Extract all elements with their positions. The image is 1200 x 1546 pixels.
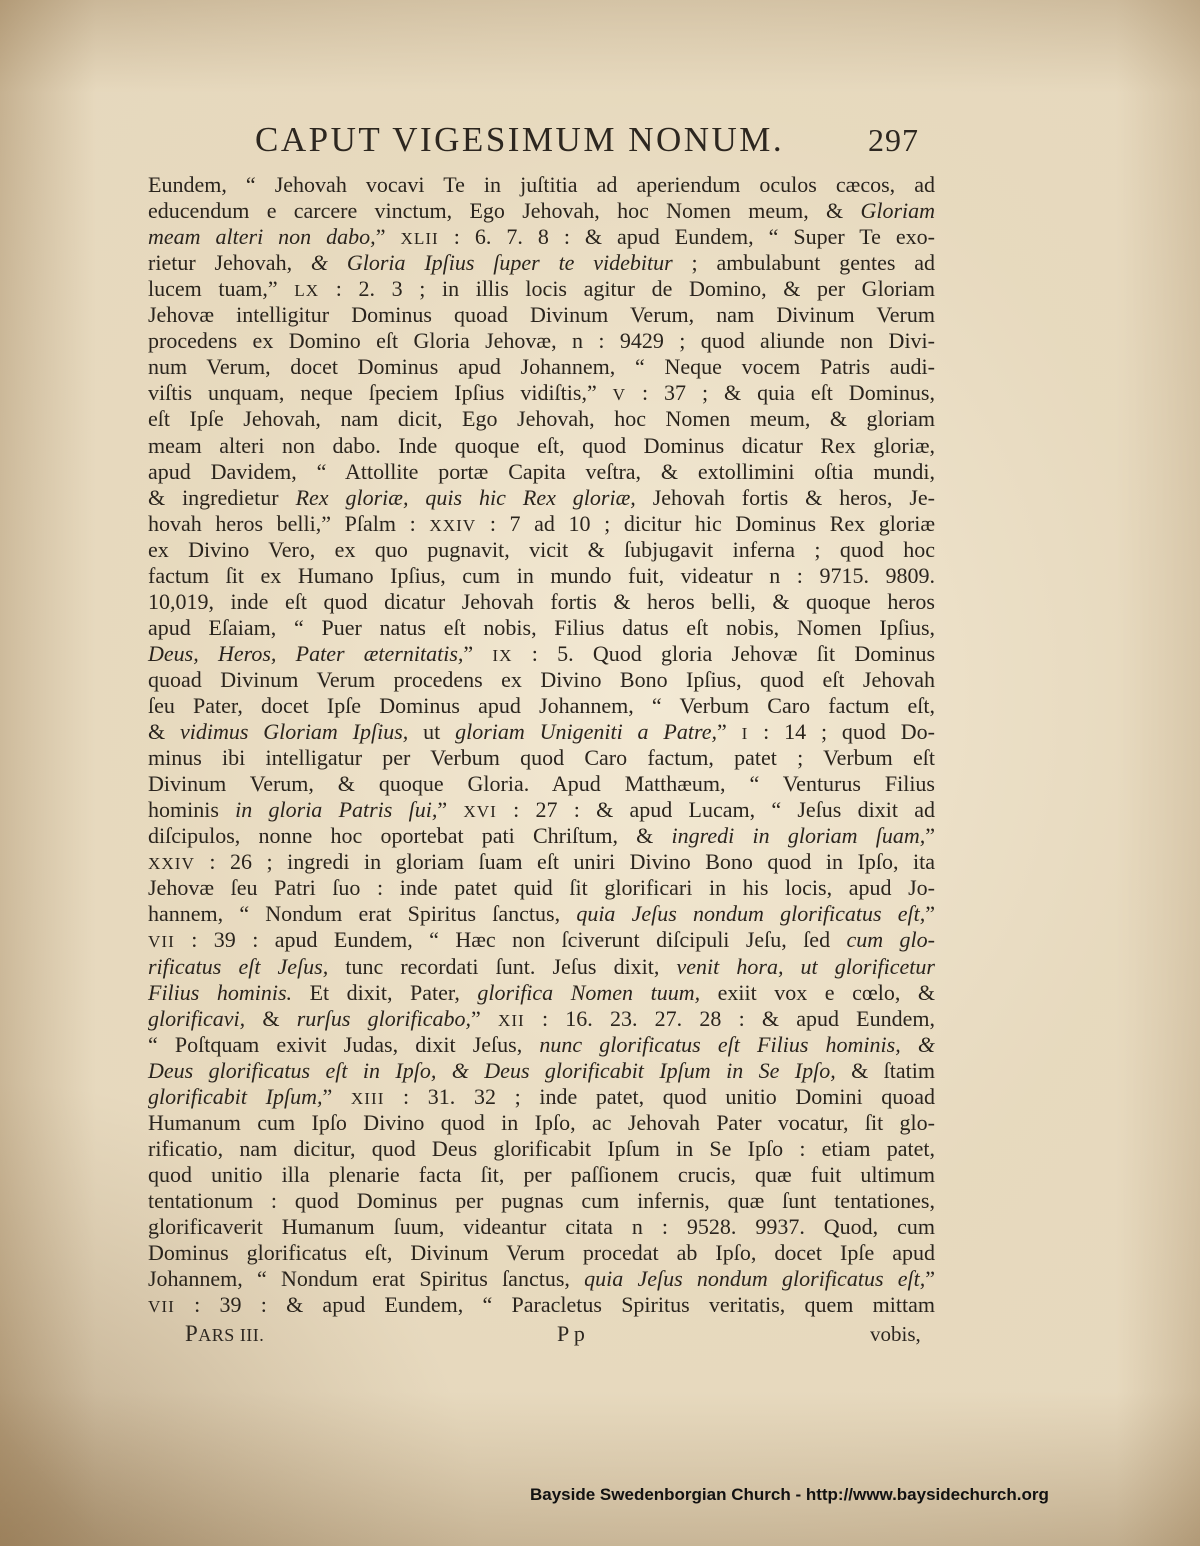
- roman-text: 10,019, inde eſt quod dicatur Jehovah fortis & heros belli, & quoque heros: [148, 588, 935, 614]
- roman-text: “ Poſtquam exivit Judas, dixit Jeſus,: [148, 1031, 540, 1057]
- italic-text: glorificavi,: [148, 1005, 246, 1031]
- catchword: vobis,: [870, 1322, 921, 1346]
- text-line-content: [148, 276, 935, 304]
- text-line: [148, 954, 935, 980]
- text-line: [148, 589, 935, 615]
- roman-text: : 27 : & apud Lucam, “ Jeſus dixit ad: [496, 797, 935, 823]
- italic-text: Deus glorificatus eſt in Ipſo, & Deus glorificabit Ipſum in Se Ipſo,: [148, 1057, 836, 1083]
- text-line-content: [148, 537, 935, 563]
- text-line: [148, 276, 935, 302]
- italic-text: gloriam Unigeniti a Patre,: [455, 719, 717, 745]
- roman-text: num Verum, docet Dominus apud Johannem, “ Neque vocem Patris audi-: [148, 354, 935, 380]
- text-line: [148, 797, 935, 823]
- roman-text: Et dixit, Pater,: [292, 979, 478, 1005]
- text-line-content: [148, 172, 935, 198]
- italic-text: Rex gloriæ, quis hic Rex gloriæ,: [295, 484, 636, 510]
- text-line: [148, 511, 935, 537]
- roman-text: quod unitio illa plenarie facta ſit, per paſſionem crucis, quæ fuit ultimum: [148, 1161, 935, 1187]
- text-line: [148, 667, 935, 693]
- text-line: [148, 198, 935, 224]
- small-caps-numeral: V: [612, 385, 627, 405]
- roman-text: & ſtatim: [835, 1057, 935, 1083]
- source-watermark: Bayside Swedenborgian Church - http://www.baysidechurch.org: [530, 1485, 1049, 1504]
- text-line: [148, 615, 935, 641]
- roman-text: apud Davidem, “ Attollite portæ Capita veſtra, & extollimini oſtia mundi,: [148, 458, 935, 484]
- text-line: [148, 1240, 935, 1266]
- roman-text: ”: [375, 224, 401, 250]
- text-line: [148, 537, 935, 563]
- text-line-content: [148, 719, 935, 747]
- text-line: [148, 641, 935, 667]
- text-line-content: [148, 980, 935, 1006]
- text-line: [148, 406, 935, 432]
- roman-text: tunc recordati ſunt. Jeſus dixit,: [328, 953, 677, 979]
- roman-text: Eundem, “ Jehovah vocavi Te in juſtitia ad aperiendum oculos cæcos, ad: [148, 172, 935, 197]
- roman-text: : 26 ; ingredi in gloriam ſuam eſt uniri Divino Bono quod in Ipſo, ita: [194, 849, 935, 875]
- italic-text: glorificabit Ipſum,: [148, 1083, 323, 1109]
- roman-text: tentationum : quod Dominus per pugnas cum infernis, quæ ſunt tentationes,: [148, 1187, 935, 1213]
- text-line: [148, 380, 935, 406]
- small-caps-numeral: XVI: [463, 802, 497, 822]
- roman-text: rificatio, nam dicitur, quod Deus glorificabit Ipſum in Se Ipſo : etiam patet,: [148, 1135, 935, 1161]
- text-line-content: [148, 328, 935, 354]
- text-line-content: [148, 641, 935, 669]
- roman-text: : 37 ; & quia eſt Dominus,: [626, 380, 935, 406]
- text-line-content: [148, 927, 935, 955]
- roman-text: hovah heros belli,” Pſalm :: [148, 510, 430, 536]
- roman-text: educendum e carcere vinctum, Ego Jehovah, hoc Nomen meum, &: [148, 198, 861, 224]
- text-line-content: [148, 797, 935, 825]
- text-line: [148, 980, 935, 1006]
- text-line: [148, 1292, 935, 1318]
- text-line-content: [148, 1006, 935, 1034]
- text-line: [148, 485, 935, 511]
- text-line-content: [148, 563, 935, 589]
- text-line: [148, 1162, 935, 1188]
- roman-text: procedens ex Domino eſt Gloria Jehovæ, n : 9429 ; quod aliunde non Divi-: [148, 328, 935, 354]
- text-line-content: [148, 693, 935, 719]
- text-line-content: [148, 459, 935, 485]
- text-line: [148, 693, 935, 719]
- text-line: [148, 1006, 935, 1032]
- text-line-content: [148, 1188, 935, 1214]
- text-line-content: [148, 849, 935, 877]
- text-line: [148, 172, 935, 198]
- text-line-content: [148, 511, 935, 539]
- italic-text: quia Jeſus nondum glorificatus eſt,: [584, 1266, 926, 1292]
- roman-text: diſcipulos, nonne hoc oportebat pati Chriſtum, &: [148, 823, 672, 849]
- text-line-content: [148, 771, 935, 797]
- roman-text: : 14 ; quod Do-: [748, 719, 935, 745]
- text-line: [148, 1136, 935, 1162]
- roman-text: : 16. 23. 27. 28 : & apud Eundem,: [524, 1005, 935, 1031]
- text-line-content: [148, 354, 935, 380]
- roman-text: ”: [925, 823, 935, 849]
- italic-text: quia Jeſus nondum glorificatus eſt,: [576, 901, 926, 927]
- signature-mark: PARS III.: [185, 1321, 265, 1346]
- roman-text: Jehovah fortis & heros, Je-: [635, 484, 936, 510]
- text-line-content: [148, 745, 935, 771]
- text-line: [148, 719, 935, 745]
- roman-text: &: [148, 719, 180, 745]
- text-line-content: [148, 250, 935, 276]
- text-line-content: [148, 1266, 935, 1292]
- text-line: [148, 250, 935, 276]
- roman-text: ”: [437, 797, 464, 823]
- roman-text: : 5. Quod gloria Jehovæ ſit Dominus: [512, 640, 936, 666]
- text-line: [148, 1084, 935, 1110]
- roman-text: & ingredietur: [148, 484, 296, 510]
- text-line-content: [148, 615, 935, 641]
- text-line: [148, 224, 935, 250]
- roman-text: ex Divino Vero, ex quo pugnavit, vicit & ſubjugavit inferna ; quod hoc: [148, 536, 935, 562]
- small-caps-numeral: XXIV: [429, 515, 477, 535]
- text-line-content: [148, 954, 935, 980]
- roman-text: Jehovæ ſeu Patri ſuo : inde patet quid ſit glorificari in his locis, apud Jo-: [148, 875, 935, 901]
- roman-text: viſtis unquam, neque ſpeciem Ipſius vidiſtis,”: [148, 380, 613, 406]
- text-line-content: [148, 667, 935, 693]
- text-line: [148, 823, 935, 849]
- text-line-content: [148, 901, 935, 927]
- roman-text: glorificaverit Humanum ſuum, videantur citata n : 9528. 9937. Quod, cum: [148, 1214, 935, 1239]
- text-line-content: [148, 1136, 935, 1162]
- small-caps-numeral: LX: [294, 281, 320, 301]
- text-line: [148, 302, 935, 328]
- roman-text: hominis: [148, 797, 236, 823]
- italic-text: rurſus glorificabo,: [296, 1005, 471, 1031]
- italic-text: Gloriam: [860, 198, 935, 224]
- italic-text: in gloria Patris ſui,: [235, 797, 438, 823]
- roman-text: Dominus glorificatus eſt, Divinum Verum procedat ab Ipſo, docet Ipſe apud: [148, 1240, 935, 1266]
- roman-text: ut: [408, 719, 456, 745]
- italic-text: rificatus eſt Jeſus,: [148, 953, 329, 979]
- roman-text: : 7 ad 10 ; dicitur hic Dominus Rex gloriæ: [476, 510, 935, 536]
- text-line: [148, 1214, 935, 1240]
- roman-text: rietur Jehovah,: [148, 250, 311, 276]
- small-caps-numeral: I: [741, 724, 749, 744]
- text-line: [148, 927, 935, 953]
- text-line-content: [148, 823, 935, 849]
- roman-text: Jehovæ intelligitur Dominus quoad Divinum Verum, nam Divinum Verum: [148, 302, 935, 328]
- roman-text: ”: [463, 640, 493, 666]
- text-line-content: [148, 589, 935, 615]
- text-line: [148, 901, 935, 927]
- small-caps-numeral: XLII: [400, 229, 439, 249]
- italic-text: nunc glorificatus eſt Filius hominis, &: [539, 1031, 935, 1057]
- gathering-mark: P p: [557, 1321, 585, 1346]
- text-line: [148, 771, 935, 797]
- roman-text: ”: [925, 1266, 935, 1292]
- roman-text: ”: [716, 719, 742, 745]
- italic-text: & Gloria Ipſius ſuper te videbitur: [310, 250, 673, 276]
- roman-text: ”: [925, 901, 935, 927]
- small-caps-numeral: VII: [148, 1297, 175, 1317]
- text-line: [148, 328, 935, 354]
- roman-text: ſeu Pater, docet Ipſe Dominus apud Johannem, “ Verbum Caro factum eſt,: [148, 693, 935, 718]
- text-line-content: [148, 1292, 935, 1320]
- text-line: [148, 1032, 935, 1058]
- roman-text: quoad Divinum Verum procedens ex Divino Bono Ipſius, quod eſt Jehovah: [148, 666, 935, 692]
- text-line-content: [148, 406, 935, 432]
- text-line: [148, 1266, 935, 1292]
- text-line: [148, 745, 935, 771]
- text-line-content: [148, 1162, 935, 1188]
- text-line: [148, 1058, 935, 1084]
- small-caps-numeral: IX: [492, 645, 513, 665]
- roman-text: Humanum cum Ipſo Divino quod in Ipſo, ac Jehovah Pater vocatur, ſit glo-: [148, 1109, 935, 1135]
- text-line-content: [148, 198, 935, 224]
- roman-text: ; ambulabunt gentes ad: [672, 250, 935, 276]
- italic-text: vidimus Gloriam Ipſius,: [179, 719, 409, 745]
- text-line-content: [148, 380, 935, 408]
- text-line-content: [148, 1240, 935, 1266]
- roman-text: hannem, “ Nondum erat Spiritus ſanctus,: [148, 901, 577, 927]
- text-line-content: [148, 1058, 935, 1084]
- text-line: [148, 563, 935, 589]
- body-text-block: [148, 172, 935, 1320]
- text-line: [148, 354, 935, 380]
- small-caps-numeral: XXIV: [148, 854, 195, 874]
- roman-text: Divinum Verum, & quoque Gloria. Apud Matthæum, “ Venturus Filius: [148, 771, 935, 797]
- text-line: [148, 1188, 935, 1214]
- italic-text: meam alteri non dabo,: [148, 224, 376, 250]
- roman-text: meam alteri non dabo. Inde quoque eſt, quod Dominus dicatur Rex gloriæ,: [148, 432, 935, 458]
- roman-text: Johannem, “ Nondum erat Spiritus ſanctus,: [148, 1266, 585, 1292]
- text-line-content: [148, 1032, 935, 1058]
- text-line: [148, 459, 935, 485]
- italic-text: Filius hominis.: [148, 979, 293, 1005]
- roman-text: eſt Ipſe Jehovah, nam dicit, Ego Jehovah, hoc Nomen meum, & gloriam: [148, 406, 935, 432]
- roman-text: &: [245, 1005, 297, 1031]
- text-line-content: [148, 433, 935, 459]
- text-line: [148, 849, 935, 875]
- text-line-content: [148, 875, 935, 901]
- small-caps-numeral: XII: [497, 1010, 525, 1030]
- text-line-content: [148, 224, 935, 252]
- small-caps-numeral: XIII: [350, 1088, 385, 1108]
- italic-text: ingredi in gloriam ſuam,: [671, 823, 926, 849]
- text-line: [148, 433, 935, 459]
- text-line-content: [148, 1214, 935, 1240]
- roman-text: : 6. 7. 8 : & apud Eundem, “ Super Te exo-: [438, 224, 936, 250]
- text-line-content: [148, 1110, 935, 1136]
- text-line-content: [148, 485, 935, 511]
- roman-text: minus ibi intelligatur per Verbum quod Caro factum, patet ; Verbum eſt: [148, 745, 935, 771]
- text-line: [148, 1110, 935, 1136]
- roman-text: lucem tuam,”: [148, 276, 295, 302]
- roman-text: exiit vox e cœlo, &: [700, 979, 935, 1005]
- small-caps-numeral: VII: [148, 932, 175, 952]
- roman-text: ”: [322, 1083, 351, 1109]
- italic-text: cum glo-: [846, 927, 935, 953]
- chapter-heading: CAPUT VIGESIMUM NONUM.: [255, 120, 785, 159]
- italic-text: venit hora, ut glorificetur: [676, 953, 935, 979]
- italic-text: glorifica Nomen tuum,: [477, 979, 701, 1005]
- italic-text: Deus, Heros, Pater æternitatis,: [148, 640, 464, 666]
- text-line-content: [148, 1084, 935, 1112]
- roman-text: : 31. 32 ; inde patet, quod unitio Domini quoad: [384, 1083, 935, 1109]
- roman-text: apud Eſaiam, “ Puer natus eſt nobis, Filius datus eſt nobis, Nomen Ipſius,: [148, 614, 935, 640]
- text-line-content: [148, 302, 935, 328]
- roman-text: : 39 : apud Eundem, “ Hæc non ſciverunt diſcipuli Jeſu, ſed: [174, 927, 847, 953]
- roman-text: : 2. 3 ; in illis locis agitur de Domino, & per Gloriam: [319, 276, 935, 302]
- page-number: 297: [868, 122, 919, 158]
- roman-text: ”: [470, 1005, 498, 1031]
- roman-text: : 39 : & apud Eundem, “ Paracletus Spiritus veritatis, quem mittam: [174, 1292, 935, 1318]
- roman-text: factum ſit ex Humano Ipſius, cum in mundo fuit, videatur n : 9715. 9809.: [148, 562, 935, 588]
- text-line: [148, 875, 935, 901]
